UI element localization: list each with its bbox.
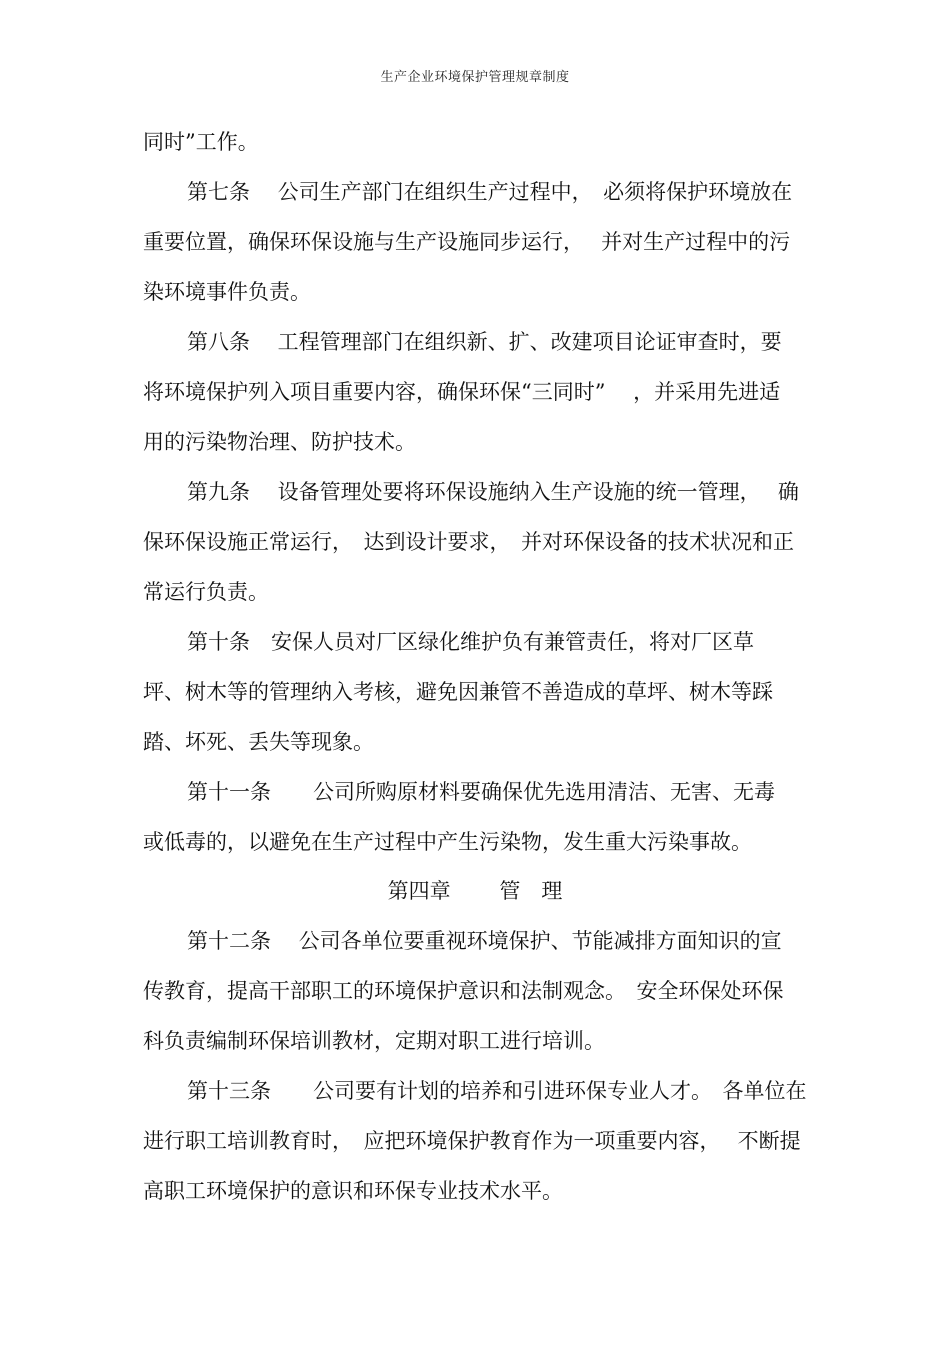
article-10-line-2: 坪、树木等的管理纳入考核，避免因兼管不善造成的草坪、树木等踩 — [143, 680, 773, 704]
article-9-line-2: 保环保设施正常运行， 达到设计要求， 并对环保设备的技术状况和正 — [143, 530, 794, 554]
article-13-line-2: 进行职工培训教育时， 应把环境保护教育作为一项重要内容， 不断提 — [143, 1129, 801, 1153]
chapter-heading: 第四章 管 理 — [387, 879, 563, 903]
article-7-line-2: 重要位置，确保环保设施与生产设施同步运行， 并对生产过程中的污 — [143, 230, 791, 254]
article-12-line-3: 科负责编制环保培训教材，定期对职工进行培训。 — [143, 1029, 605, 1053]
article-8-line-2: 将环境保护列入项目重要内容，确保环保“三同时” ，并采用先进适 — [143, 380, 781, 404]
article-11-line-2: 或低毒的，以避免在生产过程中产生污染物，发生重大污染事故。 — [143, 830, 752, 854]
article-10-line-3: 踏、坏死、丢失等现象。 — [143, 730, 374, 754]
article-7-line-3: 染环境事件负责。 — [143, 280, 311, 304]
article-8-line-1: 第八条 工程管理部门在组织新、扩、改建项目论证审查时，要 — [187, 330, 782, 354]
article-9-line-3: 常运行负责。 — [143, 580, 269, 604]
article-10-line-1: 第十条 安保人员对厂区绿化维护负有兼管责任，将对厂区草 — [187, 630, 754, 654]
article-12-line-2: 传教育，提高干部职工的环境保护意识和法制观念。 安全环保处环保 — [143, 979, 784, 1003]
article-11-line-1: 第十一条 公司所购原材料要确保优先选用清洁、无害、无毒 — [187, 780, 775, 804]
text-line: 同时”工作。 — [143, 130, 259, 154]
article-13-line-1: 第十三条 公司要有计划的培养和引进环保专业人才。 各单位在 — [187, 1079, 807, 1103]
article-8-line-3: 用的污染物治理、防护技术。 — [143, 430, 416, 454]
article-9-line-1: 第九条 设备管理处要将环保设施纳入生产设施的统一管理， 确 — [187, 480, 799, 504]
article-7-line-1: 第七条 公司生产部门在组织生产过程中， 必须将保护环境放在 — [187, 180, 793, 204]
article-12-line-1: 第十二条 公司各单位要重视环境保护、节能减排方面知识的宣 — [187, 929, 782, 953]
article-13-line-3: 高职工环境保护的意识和环保专业技术水平。 — [143, 1179, 563, 1203]
running-header: 生产企业环境保护管理规章制度 — [380, 70, 570, 85]
